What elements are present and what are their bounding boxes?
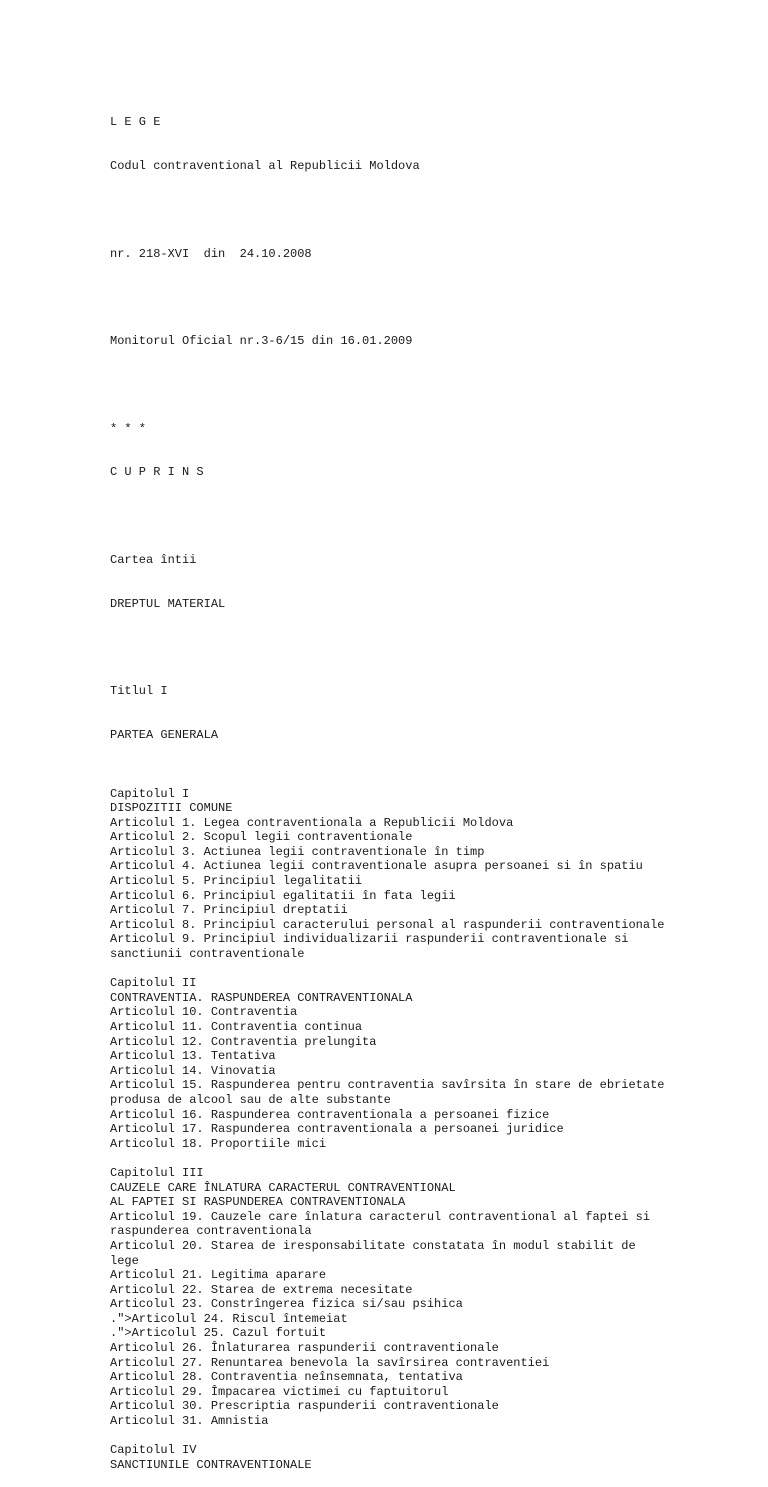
article-line: Articolul 17. Raspunderea contraventionala a persoanei juridice (110, 1122, 564, 1137)
chapters-list (110, 772, 750, 1473)
chapter-label: Capitolul III (110, 1165, 204, 1180)
article-line: Articolul 9. Principiul individualizarii raspunderii contraventionale si (110, 932, 629, 947)
law-document (110, 86, 750, 1487)
book-name: DREPTUL MATERIAL (110, 596, 226, 611)
article-line: Articolul 31. Amnistia (110, 1414, 269, 1429)
article-line: Articolul 14. Vinovatia (110, 1063, 276, 1078)
article-line: Articolul 21. Legitima aparare (110, 1268, 327, 1283)
article-line: Articolul 23. Constrîngerea fizica si/sau psihica (110, 1297, 463, 1312)
article-line: Articolul 19. Cauzele care înlatura caracterul contraventional al faptei si (110, 1209, 651, 1224)
law-number: nr. 218-XVI din 24.10.2008 (110, 246, 312, 261)
article-line: Articolul 7. Principiul dreptatii (110, 903, 348, 918)
article-line: lege (110, 1253, 139, 1268)
chapter-heading: DISPOZITII COMUNE (110, 801, 233, 816)
article-line: Articolul 1. Legea contraventionala a Republicii Moldova (110, 815, 514, 830)
separator-stars: * * * (110, 421, 147, 436)
article-line: produsa de alcool sau de alte substante (110, 1092, 391, 1107)
article-line: Articolul 10. Contraventia (110, 1005, 298, 1020)
article-line: Articolul 22. Starea de extrema necesitate (110, 1282, 413, 1297)
book-label: Cartea întii (110, 553, 197, 567)
article-line: Articolul 13. Tentativa (110, 1049, 276, 1064)
spacer (110, 509, 750, 524)
chapter-label: Capitolul IV (110, 1443, 197, 1458)
article-line: Articolul 16. Raspunderea contraventionala a persoanei fizice (110, 1107, 550, 1122)
article-line: Articolul 4. Actiunea legii contraventionale asupra persoanei si în spatiu (110, 859, 643, 874)
article-line: sanctiunii contraventionale (110, 947, 305, 962)
article-line: Articolul 12. Contraventia prelungita (110, 1034, 377, 1049)
article-line: Articolul 29. Împacarea victimei cu faptuitorul (110, 1384, 449, 1399)
article-line: Articolul 30. Prescriptia raspunderii contraventionale (110, 1399, 499, 1414)
title-label: Titlul I (110, 684, 168, 699)
spacer (110, 203, 750, 218)
spacer (110, 1429, 750, 1444)
law-subtitle: Codul contraventional al Republicii Moldova (110, 158, 420, 173)
spacer (110, 772, 750, 787)
spacer (110, 641, 750, 656)
spacer (110, 962, 750, 977)
contents-heading: C U P R I N S (110, 465, 204, 480)
article-line: Articolul 26. Înlaturarea raspunderii contraventionale (110, 1341, 499, 1356)
article-line: .">Articolul 24. Riscul întemeiat (110, 1311, 348, 1326)
article-line: .">Articolul 25. Cazul fortuit (110, 1326, 327, 1341)
article-line: Articolul 28. Contraventia neînsemnata, tentativa (110, 1370, 463, 1385)
chapter-heading: CAUZELE CARE ÎNLATURA CARACTERUL CONTRAVENTIONAL (110, 1180, 456, 1195)
chapter-heading: SANCTIUNILE CONTRAVENTIONALE (110, 1457, 312, 1472)
article-line: Articolul 15. Raspunderea pentru contraventia savîrsita în stare de ebrietate (110, 1078, 665, 1093)
chapter-label: Capitolul II (110, 976, 197, 991)
chapter-heading: CONTRAVENTIA. RASPUNDEREA CONTRAVENTIONALA (110, 990, 413, 1005)
article-line: Articolul 8. Principiul caracterului personal al raspunderii contraventionale (110, 917, 665, 932)
article-line: Articolul 3. Actiunea legii contraventionale în timp (110, 844, 485, 859)
article-line: Articolul 6. Principiul egalitatii în fata legii (110, 888, 456, 903)
official-gazette: Monitorul Oficial nr.3-6/15 din 16.01.2009 (110, 334, 413, 349)
law-title: L E G E (110, 115, 161, 130)
chapter-heading: AL FAPTEI SI RASPUNDEREA CONTRAVENTIONALA (110, 1195, 406, 1210)
article-line: Articolul 20. Starea de iresponsabilitate constatata în modul stabilit de (110, 1238, 636, 1253)
article-line: Articolul 11. Contraventia continua (110, 1020, 363, 1034)
article-line: Articolul 27. Renuntarea benevola la savîrsirea contraventiei (110, 1355, 550, 1370)
spacer (110, 290, 750, 305)
article-line: raspunderea contraventionala (110, 1224, 312, 1239)
article-line: Articolul 18. Proportiile mici (110, 1136, 327, 1151)
article-line: Articolul 5. Principiul legalitatii (110, 874, 363, 889)
article-line: Articolul 2. Scopul legii contraventionale (110, 830, 413, 845)
spacer (110, 1151, 750, 1166)
spacer (110, 378, 750, 393)
title-name: PARTEA GENERALA (110, 728, 219, 743)
chapter-label: Capitolul I (110, 786, 190, 801)
